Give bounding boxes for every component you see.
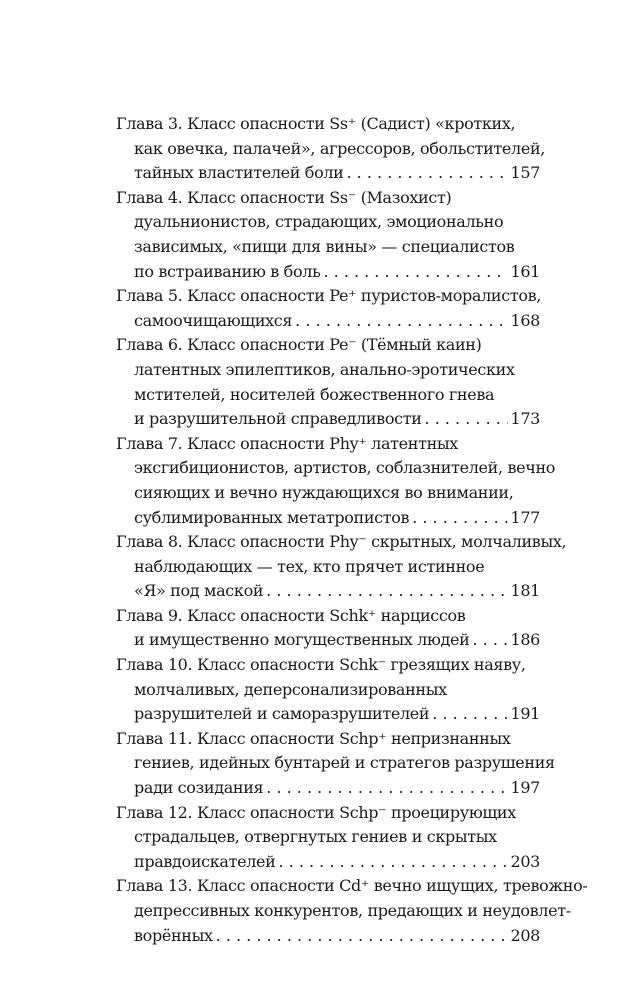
toc-line (116, 456, 556, 481)
toc-line-text: наблюдающих — тех, кто прячет истинное (134, 556, 485, 576)
toc-line-text: Глава 9. Класс опасности Schk⁺ нарциссов (116, 605, 466, 625)
toc-line (116, 210, 540, 235)
page-number: 208 (510, 925, 540, 945)
toc-line-text: по встраиванию в боль (134, 261, 321, 281)
dot-leader (472, 628, 507, 653)
toc-line-text: Глава 7. Класс опасности Phy⁺ латентных (116, 433, 458, 453)
page-number: 173 (510, 409, 540, 429)
toc-line (116, 874, 588, 899)
page-number: 177 (510, 507, 540, 527)
toc-line (116, 235, 540, 260)
toc-line-text: мстителей, носителей божественного гнева (134, 384, 495, 404)
toc-line (116, 309, 540, 334)
toc-line-text: Глава 11. Класс опасности Schp⁺ непризнанных (116, 728, 511, 748)
toc-line-text: эксгибиционистов, артистов, соблазнителей, вечно (134, 458, 556, 478)
table-of-contents (116, 112, 588, 948)
toc-line-text: Глава 6. Класс опасности Pe⁻ (Тёмный каин) (116, 335, 482, 355)
toc-line (116, 432, 540, 457)
toc-line (116, 850, 540, 875)
dot-leader (347, 161, 508, 186)
dot-leader (266, 776, 507, 801)
toc-entry-chapter-7[interactable] (116, 432, 556, 530)
toc-line-text: тайных властителей боли (134, 163, 344, 183)
toc-line-text: Глава 13. Класс опасности Cd⁺ вечно ищущих, тревожно- (116, 876, 588, 896)
toc-line (116, 284, 540, 309)
dot-leader (278, 850, 507, 875)
toc-entry-chapter-11[interactable] (116, 727, 555, 801)
toc-entry-chapter-10[interactable] (116, 653, 540, 727)
toc-entry-chapter-5[interactable] (116, 284, 540, 333)
toc-line (116, 899, 571, 924)
toc-line (116, 383, 540, 408)
toc-line-text: Глава 3. Класс опасности Ss⁺ (Садист) «кротких, (116, 114, 516, 133)
toc-line-text: страдальцев, отвергнутых гениев и скрытых (134, 827, 497, 847)
toc-line (116, 825, 540, 850)
toc-line-text: как овечка, палачей», агрессоров, обольстителей, (134, 138, 545, 158)
dot-leader (266, 579, 507, 604)
toc-line-text: самоочищающихся (134, 310, 293, 330)
toc-line-text: Глава 12. Класс опасности Schp⁻ проецирующих (116, 802, 516, 822)
toc-line (116, 137, 545, 162)
page-number: 197 (510, 778, 540, 798)
toc-line-text: сублимированных метатропистов (134, 507, 410, 527)
page-number: 186 (510, 630, 540, 650)
toc-entry-chapter-4[interactable] (116, 186, 540, 284)
dot-leader (432, 702, 507, 727)
page-number: 191 (510, 704, 540, 724)
toc-line (116, 751, 555, 776)
toc-line-text: латентных эпилептиков, анально-эротических (134, 359, 515, 379)
toc-line (116, 186, 540, 211)
toc-line (116, 555, 540, 580)
page-number: 203 (510, 851, 540, 871)
page-number: 161 (510, 261, 540, 281)
toc-line-text: молчаливых, деперсонализированных (134, 679, 447, 699)
page-number: 157 (510, 163, 540, 183)
toc-line-text: ворённых (134, 925, 213, 945)
toc-line (116, 579, 540, 604)
toc-line (116, 678, 540, 703)
toc-line (116, 530, 567, 555)
toc-line-text: сияющих и вечно нуждающихся во внимании, (134, 482, 514, 502)
toc-line-text: дуальнионистов, страдающих, эмоционально (134, 212, 504, 232)
toc-entry-chapter-12[interactable] (116, 801, 540, 875)
toc-line-text: зависимых, «пищи для вины» — специалистов (134, 236, 515, 256)
toc-entry-chapter-3[interactable] (116, 112, 545, 186)
dot-leader (323, 260, 507, 285)
dot-leader (412, 506, 507, 531)
toc-line-text: разрушителей и саморазрушителей (134, 704, 430, 724)
toc-line (116, 604, 540, 629)
toc-line-text: «Я» под маской (134, 581, 264, 601)
toc-line-text: правдоискателей (134, 851, 276, 871)
toc-line-text: Глава 10. Класс опасности Schk⁻ грезящих наяву, (116, 655, 526, 675)
toc-line (116, 407, 540, 432)
toc-line-text: ради созидания (134, 778, 264, 798)
toc-line (116, 333, 540, 358)
toc-line-text: Глава 4. Класс опасности Ss⁻ (Мазохист) (116, 187, 452, 207)
toc-line (116, 506, 540, 531)
toc-line (116, 702, 540, 727)
toc-line (116, 628, 540, 653)
toc-line (116, 358, 540, 383)
toc-line-text: депрессивных конкурентов, предающих и неудовлет- (134, 901, 571, 920)
page-number: 181 (510, 581, 540, 601)
toc-entry-chapter-8[interactable] (116, 530, 567, 604)
page-number: 168 (510, 310, 540, 330)
toc-entry-chapter-13[interactable] (116, 874, 588, 948)
toc-line-text: Глава 5. Класс опасности Pe⁺ пуристов-моралистов, (116, 286, 541, 306)
dot-leader (216, 924, 508, 949)
toc-line-text: гениев, идейных бунтарей и стратегов разрушения (134, 753, 555, 773)
dot-leader (425, 407, 508, 432)
toc-entry-chapter-6[interactable] (116, 333, 540, 431)
dot-leader (295, 309, 507, 334)
toc-entry-chapter-9[interactable] (116, 604, 540, 653)
toc-line (116, 801, 540, 826)
toc-line-text: Глава 8. Класс опасности Phy⁻ скрытных, молчаливых, (116, 532, 567, 552)
toc-line (116, 727, 540, 752)
toc-line (116, 924, 540, 949)
toc-line (116, 260, 540, 285)
toc-line (116, 161, 540, 186)
toc-line-text: и разрушительной справедливости (134, 409, 422, 429)
toc-line (116, 776, 540, 801)
toc-line-text: и имущественно могущественных людей (134, 630, 470, 650)
toc-line (116, 653, 540, 678)
toc-line (116, 112, 540, 137)
toc-line (116, 481, 540, 506)
